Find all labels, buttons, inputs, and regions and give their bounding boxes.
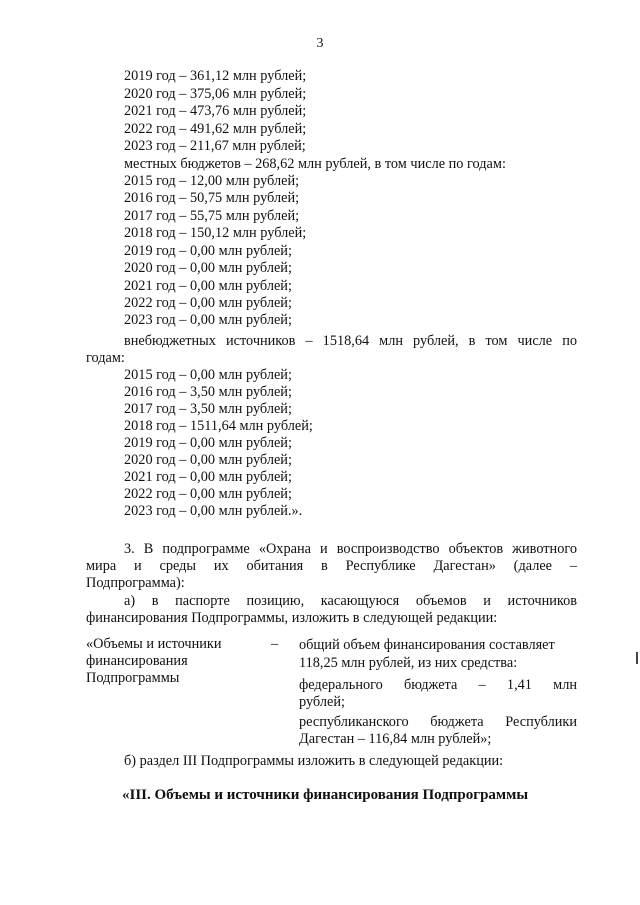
item-3-line: 3. В подпрограмме «Охрана и воспроизводство объектов животного bbox=[124, 541, 577, 557]
list-item: 2019 год – 0,00 млн рублей; bbox=[124, 243, 292, 259]
list-item: 2022 год – 491,62 млн рублей; bbox=[124, 121, 307, 137]
extra-budget-line: годам: bbox=[86, 350, 125, 366]
list-item: 2021 год – 0,00 млн рублей; bbox=[124, 469, 292, 485]
list-item: 2022 год – 0,00 млн рублей; bbox=[124, 295, 292, 311]
list-item: 2020 год – 0,00 млн рублей; bbox=[124, 452, 292, 468]
scan-mark bbox=[636, 652, 638, 664]
item-3-line: Подпрограмма): bbox=[86, 575, 185, 591]
list-item: 2017 год – 55,75 млн рублей; bbox=[124, 208, 300, 224]
item-a-line: а) в паспорте позицию, касающуюся объемов и источников bbox=[124, 593, 577, 609]
list-item: 2016 год – 3,50 млн рублей; bbox=[124, 384, 292, 400]
item-3-line: мира и среды их обитания в Республике Дагестан» (далее – bbox=[86, 558, 577, 574]
list-item: 2015 год – 12,00 млн рублей; bbox=[124, 173, 300, 189]
table-left-cell: «Объемы и источники bbox=[86, 636, 222, 652]
table-right-cell: рублей; bbox=[299, 694, 345, 710]
list-item: 2018 год – 150,12 млн рублей; bbox=[124, 225, 307, 241]
page-number: 3 bbox=[316, 36, 324, 51]
table-right-cell: Дагестан – 116,84 млн рублей»; bbox=[299, 731, 492, 747]
list-item: 2020 год – 375,06 млн рублей; bbox=[124, 86, 307, 102]
item-a-line: финансирования Подпрограммы, изложить в следующей редакции: bbox=[86, 610, 498, 626]
list-item: 2019 год – 361,12 млн рублей; bbox=[124, 68, 307, 84]
list-item: 2015 год – 0,00 млн рублей; bbox=[124, 367, 292, 383]
list-item: 2019 год – 0,00 млн рублей; bbox=[124, 435, 292, 451]
list-item: 2022 год – 0,00 млн рублей; bbox=[124, 486, 292, 502]
list-item: 2023 год – 211,67 млн рублей; bbox=[124, 138, 306, 154]
table-right-cell: 118,25 млн рублей, из них средства: bbox=[299, 655, 518, 671]
list-item: 2023 год – 0,00 млн рублей; bbox=[124, 312, 292, 328]
table-right-cell: федерального бюджета – 1,41 млн bbox=[299, 677, 577, 693]
list-item: 2021 год – 0,00 млн рублей; bbox=[124, 278, 292, 294]
list-item: 2021 год – 473,76 млн рублей; bbox=[124, 103, 307, 119]
table-dash: – bbox=[271, 636, 279, 652]
table-left-cell: Подпрограммы bbox=[86, 670, 180, 686]
list-item: 2023 год – 0,00 млн рублей.». bbox=[124, 503, 303, 519]
item-b-line: б) раздел III Подпрограммы изложить в следующей редакции: bbox=[124, 753, 504, 769]
table-right-cell: общий объем финансирования составляет bbox=[299, 637, 555, 653]
list-item: 2017 год – 3,50 млн рублей; bbox=[124, 401, 292, 417]
list-item: 2016 год – 50,75 млн рублей; bbox=[124, 190, 300, 206]
table-right-cell: республиканского бюджета Республики bbox=[299, 714, 577, 730]
list-item: 2018 год – 1511,64 млн рублей; bbox=[124, 418, 313, 434]
extra-budget-line: внебюджетных источников – 1518,64 млн рублей, в том числе по bbox=[124, 333, 577, 349]
section-heading: «III. Объемы и источники финансирования Подпрограммы bbox=[122, 787, 529, 803]
local-budget-line: местных бюджетов – 268,62 млн рублей, в том числе по годам: bbox=[124, 156, 506, 172]
table-left-cell: финансирования bbox=[86, 653, 188, 669]
list-item: 2020 год – 0,00 млн рублей; bbox=[124, 260, 292, 276]
